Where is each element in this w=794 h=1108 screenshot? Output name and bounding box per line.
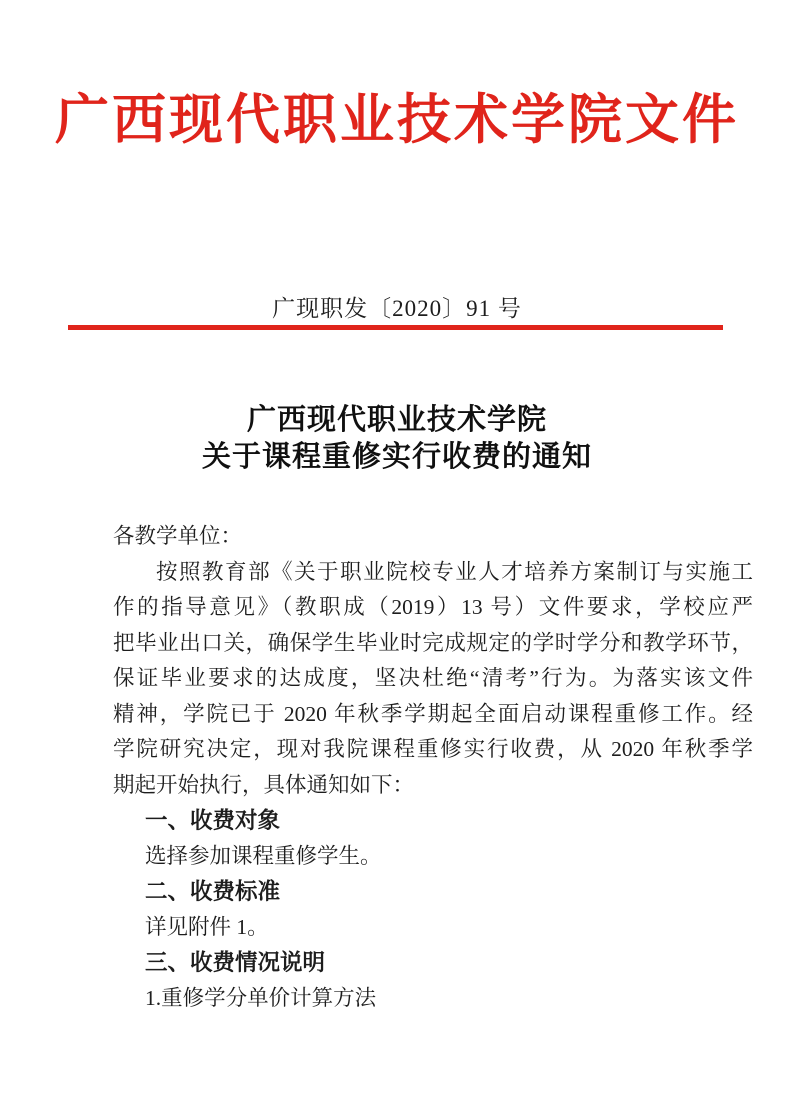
organization-title: 广西现代职业技术学院文件 <box>55 90 739 150</box>
section-heading: 一、收费对象 <box>145 808 281 833</box>
body-line: 按照教育部《关于职业院校专业人才培养方案制订与实施工 <box>156 559 753 584</box>
body-line: 详见附件 1。 <box>145 914 269 939</box>
section-heading: 二、收费标准 <box>145 879 281 904</box>
body-line: 期起开始执行，具体通知如下： <box>113 772 415 797</box>
document-title-line1: 广西现代职业技术学院 <box>246 404 547 436</box>
body-line: 保证毕业要求的达成度，坚决杜绝“清考”行为。为落实该文件 <box>113 666 753 690</box>
salutation: 各教学单位： <box>113 524 243 548</box>
body-line: 把毕业出口关，确保学生毕业时完成规定的学时学分和教学环节， <box>113 630 753 655</box>
section-heading: 三、收费情况说明 <box>145 950 326 975</box>
body-line: 1.重修学分单价计算方法 <box>145 985 377 1010</box>
document-number: 广现职发〔2020〕91 号 <box>272 296 522 321</box>
document-title-line2: 关于课程重修实行收费的通知 <box>201 441 592 473</box>
body-line: 选择参加课程重修学生。 <box>145 843 382 868</box>
body-line: 作的指导意见》（教职成（2019）13 号）文件要求，学校应严 <box>113 595 753 619</box>
document-title <box>0 402 794 476</box>
body-line: 学院研究决定，现对我院课程重修实行收费，从 2020 年秋季学 <box>113 737 753 761</box>
document-body <box>113 519 753 1016</box>
body-line: 精神，学院已于 2020 年秋季学期起全面启动课程重修工作。经 <box>113 701 753 726</box>
red-divider-line <box>68 325 723 330</box>
